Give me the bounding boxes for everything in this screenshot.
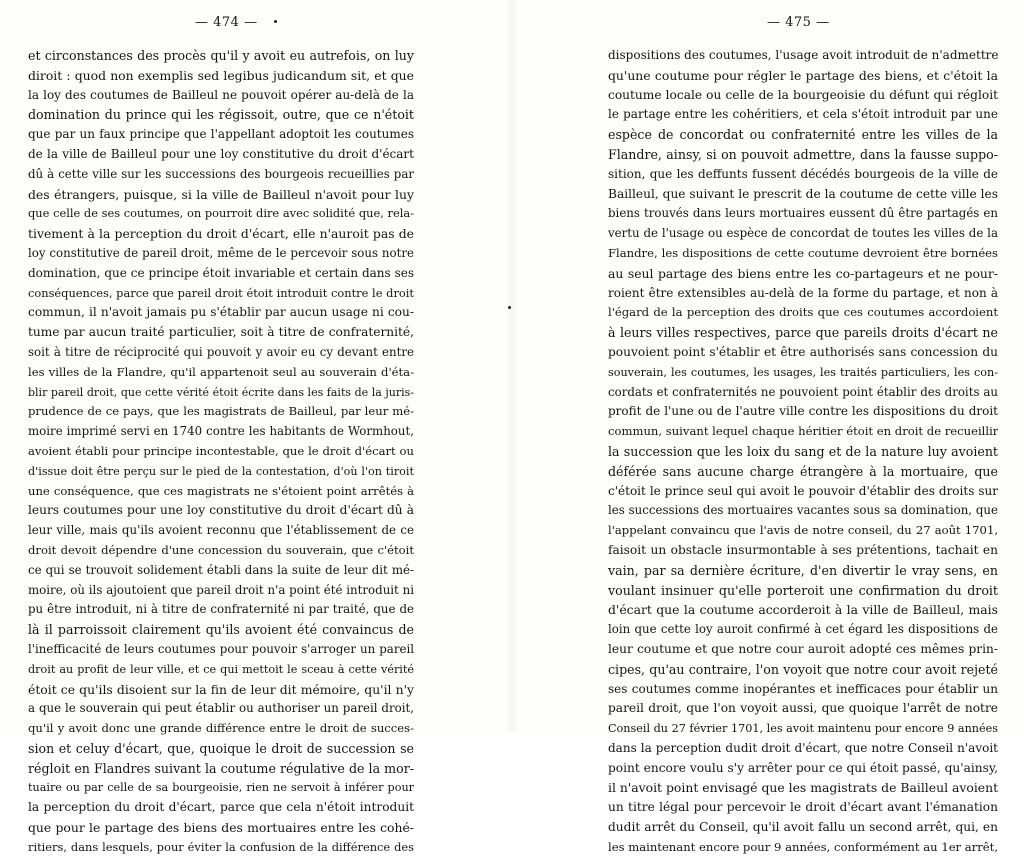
left-page <box>0 0 512 854</box>
text-line: commun, suivant lequel chaque héritier étoit en droit de recueillir <box>608 424 998 439</box>
text-line: et circonstances des procès qu'il y avoit eu autrefois, on luy <box>28 48 414 63</box>
text-line: vertu de l'usage ou espèce de concordat de toutes les villes de la <box>608 226 998 241</box>
text-line: vain, par sa dernière écriture, d'en divertir le vray sens, en <box>608 562 998 578</box>
right-page-body <box>608 46 998 858</box>
text-line: droit au profit de leur ville, et ce qui mettoit le sceau à cette vérité <box>28 662 414 676</box>
text-line: dû à cette ville sur les successions des bourgeois recueillies par <box>28 166 414 181</box>
text-line: souverain, les coutumes, les usages, les traités particuliers, les con- <box>608 365 998 379</box>
text-line: conséquences, parce que pareil droit étoit introduit contre le droit <box>28 285 414 300</box>
text-line: cipes, qu'au contraire, l'on voyoit que notre cour avoit rejeté <box>608 661 998 677</box>
text-line: voulant insinuer qu'elle porteroit une confirmation du droit <box>608 582 998 598</box>
text-line: moire imprimé servi en 1740 contre les habitants de Wormhout, <box>28 424 414 439</box>
text-line: sition, que les deffunts fussent décédés bourgeois de la ville de <box>608 166 998 181</box>
text-line: que pour le partage des biens des mortuaires entre les cohé- <box>28 820 414 836</box>
text-line: qu'une coutume pour régler le partage des biens, et c'étoit la <box>608 67 998 83</box>
text-line: les maintenant encore pour 9 années, conformément au 1er arrêt, <box>608 839 998 854</box>
text-line: cordats et confraternités ne pouvoient point établir des droits au <box>608 384 998 399</box>
text-line: au seul partage des biens entre les co-partageurs et ne pour- <box>608 265 998 281</box>
text-line: blir pareil droit, que cette vérité étoit écrite dans les faits de la juris- <box>28 385 414 399</box>
left-page-number: — 474 — <box>195 15 258 30</box>
text-line: déférée sans aucune charge étrangère à la mortuaire, que <box>608 463 998 479</box>
text-line: c'étoit le prince seul qui avoit le pouvoir d'établir des droits sur <box>608 483 998 498</box>
text-line: leur ville, mais qu'ils avoient reconnu que l'établissement de ce <box>28 523 414 538</box>
text-line: Bailleul, que suivant le prescrit de la coutume de cette ville les <box>608 186 998 201</box>
text-line: ce qui se trouvoit solidement établi dans la suite de leur dit mé- <box>28 562 414 577</box>
text-line: loy constitutive de pareil droit, même de le percevoir sous notre <box>28 245 414 260</box>
text-line: diroit : quod non exemplis sed legibus judicandum sit, et que <box>28 67 414 83</box>
text-line: d'issue doit être perçu sur le pied de la contestation, d'où l'on tiroit <box>28 464 414 478</box>
text-line: a que le souverain qui peut établir ou authoriser un pareil droit, <box>28 701 414 716</box>
text-line: la perception du droit d'écart, parce que cela n'étoit introduit <box>28 800 414 815</box>
text-line: loin que cette loy auroit confirmé à cet égard les dispositions de <box>608 622 998 637</box>
text-line: le partage entre les cohéritiers, et cela s'étoit introduit par une <box>608 107 998 122</box>
text-line: des étrangers, puisque, si la ville de Bailleul n'avoit pour luy <box>28 186 414 202</box>
text-line: la succession que les loix du sang et de la nature luy avoient <box>608 443 998 459</box>
text-line: avoient établi pour principe incontestable, que le droit d'écart ou <box>28 443 414 458</box>
text-line: faisoit un obstacle insurmontable à ses prétentions, tachait en <box>608 542 998 557</box>
text-line: la loy des coutumes de Bailleul ne pouvoit opérer au-delà de la <box>28 87 414 102</box>
text-line: d'écart que la coutume accorderoit à la ville de Bailleul, mais <box>608 602 998 618</box>
text-line: droit devoit dépendre d'une concession du souverain, que c'étoit <box>28 542 414 557</box>
text-line: leur coutume et que notre cour auroit adopté ces mêmes prin- <box>608 641 998 656</box>
text-line: dispositions des coutumes, l'usage avoit introduit de n'admettre <box>608 48 998 62</box>
text-line: tume par aucun traité particulier, soit à titre de confraternité, <box>28 325 414 340</box>
print-speck <box>274 20 277 23</box>
print-speck <box>508 306 511 309</box>
text-line: il n'avoit point envisagé que les magistrats de Bailleul avoient <box>608 780 998 796</box>
text-line: Flandre, les dispositions de cette coutume devroient être bornées <box>608 245 998 260</box>
text-line: les successions des mortuaires vacantes sous sa domination, que <box>608 503 998 518</box>
text-line: étoit ce qu'ils disoient sur la fin de leur dit mémoire, qu'il n'y <box>28 681 414 697</box>
text-line: pouvoient point s'établir et être authorisés sans concession du <box>608 344 998 359</box>
text-line: l'égard de la perception des droits que ces coutumes accordoient <box>608 305 998 320</box>
text-line: tuaire ou par celle de sa bourgeoisie, rien ne servoit à inférer pour <box>28 781 414 795</box>
text-line: biens trouvés dans leurs mortuaires eussent dû être partagés en <box>608 206 998 221</box>
text-line: pareil droit, que l'on voyoit aussi, que quoique l'arrêt de notre <box>608 701 998 716</box>
text-line: domination, que ce principe étoit invariable et certain dans ses <box>28 265 414 280</box>
text-line: qu'il y avoit donc une grande différence entre le droit de succes- <box>28 721 414 736</box>
text-line: régloit en Flandres suivant la coutume régulative de la mor- <box>28 760 414 776</box>
text-line: que par un faux principe que l'appellant adoptoit les coutumes <box>28 127 414 142</box>
text-line: pu être introduit, ni à titre de confraternité ni par traité, que de <box>28 602 414 617</box>
text-line: profit de l'une ou de l'autre ville contre les dispositions du droit <box>608 404 998 419</box>
text-line: domination du prince qui les régissoit, outre, que ce n'étoit <box>28 107 414 123</box>
right-page-number: — 475 — <box>767 15 830 30</box>
text-line: l'inefficacité de leurs coutumes pour pouvoir s'arroger un pareil <box>28 641 414 656</box>
text-line: à leurs villes respectives, parce que pareils droits d'écart ne <box>608 325 998 341</box>
text-line: tivement à la perception du droit d'écart, elle n'auroit pas de <box>28 226 414 242</box>
text-line: là il parroissoit clairement qu'ils avoient été convaincus de <box>28 622 414 638</box>
text-line: un titre légal pour percevoir le droit d'écart avant l'émanation <box>608 800 998 815</box>
text-line: moire, où ils ajoutoient que pareil droit n'a point été introduit ni <box>28 582 414 597</box>
text-line: une conséquence, que ces magistrats ne s'étoient point arrêtés à <box>28 483 414 498</box>
text-line: Conseil du 27 février 1701, les avoit maintenu pour encore 9 années <box>608 722 998 736</box>
text-line: ses coutumes comme inopérantes et inefficaces pour établir un <box>608 681 998 696</box>
text-line: prudence de ce pays, que les magistrats de Bailleul, par leur mé- <box>28 404 414 419</box>
text-line: dans la perception dudit droit d'écart, que notre Conseil n'avoit <box>608 740 998 755</box>
text-line: leurs coutumes pour une loy constitutive du droit d'écart dû à <box>28 503 414 518</box>
text-line: de la ville de Bailleul pour une loy constitutive du droit d'écart <box>28 146 414 161</box>
text-line: ritiers, dans lesquels, pour éviter la confusion de la différence des <box>28 839 414 854</box>
text-line: Flandre, ainsy, si on pouvoit admettre, dans la fausse suppo- <box>608 146 998 162</box>
text-line: les villes de la Flandre, qu'il appartenoit seul au souverain d'éta- <box>28 364 414 379</box>
left-page-body <box>28 46 414 858</box>
right-page <box>512 0 1024 854</box>
text-line: commun, il n'avoit jamais pu s'établir par aucun usage ni cou- <box>28 305 414 320</box>
text-line: soit à titre de réciprocité qui pouvoit y avoir eu cy devant entre <box>28 344 414 359</box>
text-line: coutume locale ou celle de la bourgeoisie du défunt qui régloit <box>608 87 998 102</box>
text-line: point encore voulu s'y arrêter pour ce qui étoit passé, qu'ainsy, <box>608 760 998 775</box>
text-line: dudit arrêt du Conseil, qu'il avoit fallu un second arrêt, qui, en <box>608 820 998 835</box>
text-line: espèce de concordat ou confraternité entre les villes de la <box>608 127 998 143</box>
text-line: roient être extensibles au-delà de la forme du partage, et non à <box>608 285 998 300</box>
text-line: sion et celuy d'écart, que, quoique le droit de succession se <box>28 740 414 756</box>
text-line: que celle de ses coutumes, on pourroit dire avec solidité que, rela- <box>28 206 414 221</box>
text-line: l'appelant convaincu que l'avis de notre conseil, du 27 août 1701, <box>608 523 998 538</box>
